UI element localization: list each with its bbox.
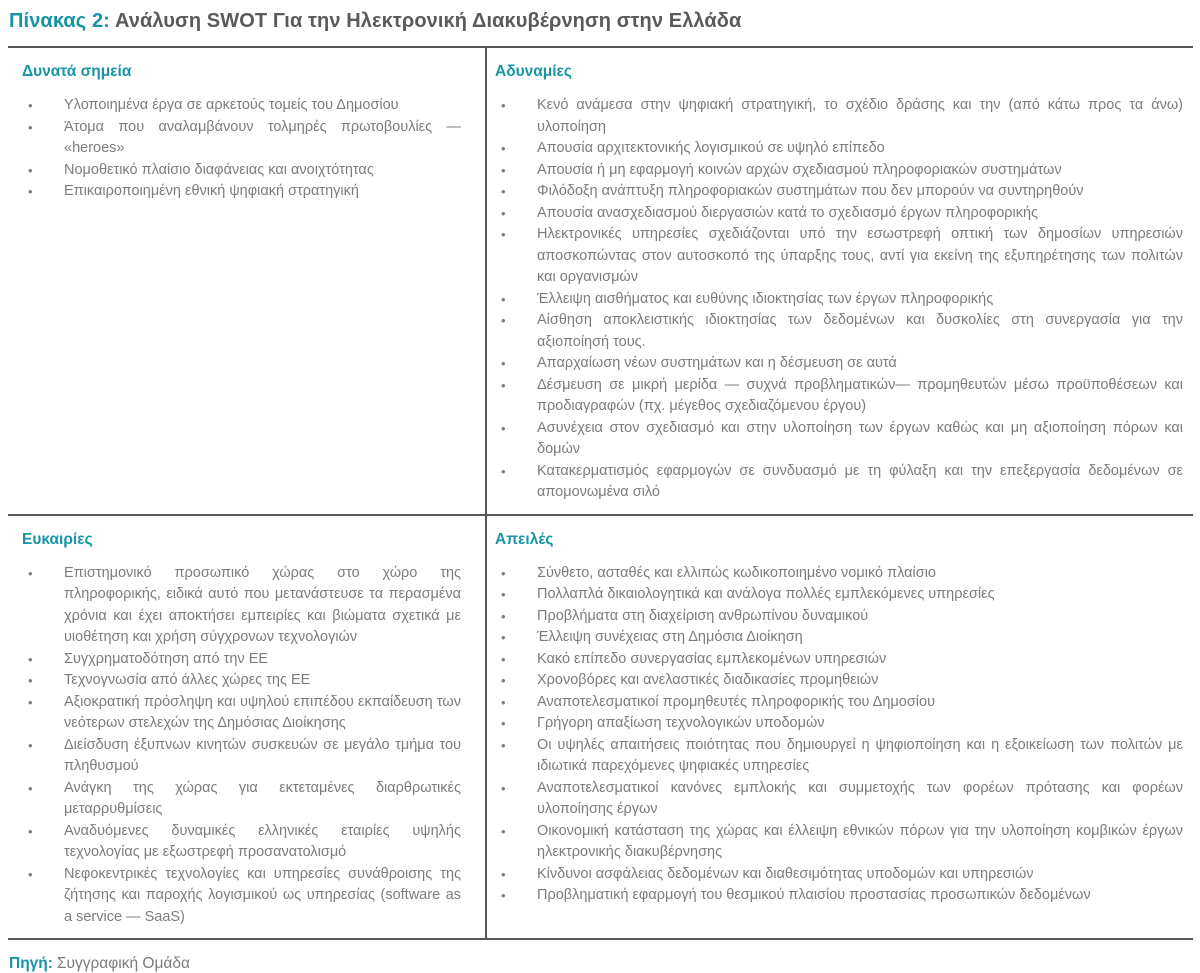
list-item-text: Υλοποιημένα έργα σε αρκετούς τομείς του Δημοσίου xyxy=(64,97,399,113)
list-item-text: Αναποτελεσματικοί κανόνες εμπλοκής και συμμετοχής των φορέων πρότασης και φορέων υλοποίησης έργων xyxy=(537,779,1183,817)
list-item xyxy=(495,584,1183,606)
list-item-text: Επιστημονικό προσωπικό χώρας στο χώρο της πληροφορικής, ειδικά αυτό που μετανάστευσε τα περασμένα χρόνια και έχει αποκτήσει εμπειρίες και βιώματα σχετικά με υιοθέτηση και χρήση σύγχρονων τεχνολογιών xyxy=(64,564,461,645)
list-item xyxy=(22,563,461,649)
quadrant-strengths xyxy=(8,48,487,516)
source-label: Πηγή: xyxy=(9,955,53,972)
list-item-text: Ασυνέχεια στον σχεδιασμό και στην υλοποίηση των έργων καθώς και μη αξιοποίηση πόρων και δομών xyxy=(537,419,1183,457)
list-item-text: Φιλόδοξη ανάπτυξη πληροφοριακών συστημάτων που δεν μπορούν να συντηρηθούν xyxy=(537,183,1084,199)
list-item xyxy=(495,627,1183,649)
list-item-text: Νομοθετικό πλαίσιο διαφάνειας και ανοιχτότητας xyxy=(64,161,374,178)
bullet-icon xyxy=(501,418,506,440)
list-item-text: Διείσδυση έξυπνων κινητών συσκευών σε μεγάλο τμήμα του πληθυσμού xyxy=(64,736,461,774)
bullet-icon xyxy=(501,670,506,692)
bullet-icon xyxy=(501,310,506,332)
bullet-icon xyxy=(28,864,33,886)
list-item xyxy=(495,563,1183,585)
list-item-text: Προβλήματα στη διαχείριση ανθρωπίνου δυναμικού xyxy=(537,607,869,624)
list-item xyxy=(495,181,1183,203)
list-item xyxy=(495,713,1183,735)
list-item-text: Απουσία αρχιτεκτονικής λογισμικού σε υψηλό επίπεδο xyxy=(537,140,885,156)
list-item xyxy=(495,461,1183,504)
list-item xyxy=(495,885,1183,907)
list-item xyxy=(495,289,1183,311)
list-item-text: Γρήγορη απαξίωση τεχνολογικών υποδομών xyxy=(537,715,825,731)
bullet-icon xyxy=(501,627,506,649)
weaknesses-heading: Αδυναμίες xyxy=(495,63,572,80)
list-item xyxy=(495,606,1183,628)
bullet-icon xyxy=(28,95,33,117)
list-item xyxy=(22,649,461,671)
bullet-icon xyxy=(28,821,33,843)
bullet-icon xyxy=(501,160,506,182)
opportunities-list xyxy=(22,563,461,929)
list-item-text: Άτομα που αναλαμβάνουν τολμηρές πρωτοβουλίες — «heroes» xyxy=(64,118,461,156)
list-item-text: Πολλαπλά δικαιολογητικά και ανάλογα πολλές εμπλεκόμενες υπηρεσίες xyxy=(537,586,995,602)
bullet-icon xyxy=(28,117,33,139)
bullet-icon xyxy=(28,181,33,203)
source-text: Συγγραφική Ομάδα xyxy=(56,955,190,972)
list-item xyxy=(495,821,1183,864)
list-item-text: Κενό ανάμεσα στην ψηφιακή στρατηγική, το σχέδιο δράσης και την (από κάτω προς τα άνω) υλοποίηση xyxy=(537,97,1183,135)
list-item xyxy=(495,864,1183,886)
strengths-heading: Δυνατά σημεία xyxy=(22,63,132,80)
list-item xyxy=(495,138,1183,160)
list-item-text: Απουσία ή μη εφαρμογή κοινών αρχών σχεδιασμού πληροφοριακών συστημάτων xyxy=(537,161,1062,178)
bullet-icon xyxy=(501,885,506,907)
bullet-icon xyxy=(28,649,33,671)
list-item xyxy=(495,649,1183,671)
strengths-list xyxy=(22,95,461,203)
bullet-icon xyxy=(501,735,506,757)
list-item-text: Ηλεκτρονικές υπηρεσίες σχεδιάζονται υπό την εσωστρεφή οπτική των δημοσίων υπηρεσιών αποσκοπώντας στον αυτοσκοπό της ύπαρξης τους, αντί για εκείνη της εξυπηρέτησης των πολιτών και οργανισμών xyxy=(537,226,1183,285)
list-item-text: Τεχνογνωσία από άλλες χώρες της ΕΕ xyxy=(64,672,311,688)
list-item xyxy=(495,353,1183,375)
list-item-text: Έλλειψη αισθήματος και ευθύνης ιδιοκτησίας των έργων πληροφορικής xyxy=(537,290,994,307)
list-item xyxy=(495,95,1183,138)
list-item xyxy=(22,735,461,778)
bullet-icon xyxy=(501,181,506,203)
list-item-text: Ανάγκη της χώρας για εκτεταμένες διαρθρωτικές μεταρρυθμίσεις xyxy=(64,779,461,817)
list-item-text: Έλλειψη συνέχειας στη Δημόσια Διοίκηση xyxy=(537,629,803,645)
list-item-text: Απαρχαίωση νέων συστημάτων και η δέσμευση σε αυτά xyxy=(537,355,897,371)
bullet-icon xyxy=(501,289,506,311)
list-item-text: Αξιοκρατική πρόσληψη και υψηλού επιπέδου εκπαίδευση των νεότερων στελεχών της Δημόσιας Διοίκησης xyxy=(64,693,461,731)
bullet-icon xyxy=(501,821,506,843)
list-item-text: Κατακερματισμός εφαρμογών σε συνδυασμό με τη φύλαξη και την επεξεργασία δεδομένων σε απομονωμένα σιλό xyxy=(537,462,1183,500)
list-item-text: Αναποτελεσματικοί προμηθευτές πληροφορικής του Δημοσίου xyxy=(537,693,936,710)
quadrant-weaknesses xyxy=(487,48,1193,516)
table-number-label: Πίνακας 2: xyxy=(9,10,110,32)
list-item xyxy=(495,670,1183,692)
list-item xyxy=(495,224,1183,289)
list-item-text: Σύνθετο, ασταθές και ελλιπώς κωδικοποιημένο νομικό πλαίσιο xyxy=(537,564,936,581)
list-item xyxy=(495,160,1183,182)
quadrant-threats xyxy=(487,516,1193,939)
list-item-text: Κακό επίπεδο συνεργασίας εμπλεκομένων υπηρεσιών xyxy=(537,650,887,667)
list-item-text: Αίσθηση αποκλειστικής ιδιοκτησίας των δεδομένων και δυσκολίες στη συνεργασία για την αξιοποίησή τους. xyxy=(537,312,1183,350)
list-item xyxy=(22,864,461,929)
list-item-text: Αναδυόμενες δυναμικές ελληνικές εταιρίες υψηλής τεχνολογίας με εξωστρεφή προσανατολισμό xyxy=(64,822,461,860)
list-item-text: Προβληματική εφαρμογή του θεσμικού πλαισίου προστασίας προσωπικών δεδομένων xyxy=(537,887,1091,903)
list-item xyxy=(495,375,1183,418)
bullet-icon xyxy=(501,778,506,800)
list-item-text: Οικονομική κατάσταση της χώρας και έλλειψη εθνικών πόρων για την υλοποίηση κομβικών έργων ηλεκτρονικής διακυβέρνησης xyxy=(537,822,1183,860)
list-item xyxy=(22,95,461,117)
bullet-icon xyxy=(501,563,506,585)
bullet-icon xyxy=(501,692,506,714)
bullet-icon xyxy=(501,95,506,117)
bullet-icon xyxy=(28,692,33,714)
list-item-text: Χρονοβόρες και ανελαστικές διαδικασίες προμηθειών xyxy=(537,672,879,688)
bullet-icon xyxy=(501,649,506,671)
list-item xyxy=(22,670,461,692)
bullet-icon xyxy=(501,138,506,160)
bullet-icon xyxy=(28,778,33,800)
bullet-icon xyxy=(501,606,506,628)
quadrant-opportunities xyxy=(8,516,487,939)
table-title-text: Ανάλυση SWOT Για την Ηλεκτρονική Διακυβέρνηση στην Ελλάδα xyxy=(114,10,742,32)
list-item-text: Οι υψηλές απαιτήσεις ποιότητας που δημιουργεί η ψηφιοποίηση και η εξοικείωση των πολιτών με ιδιωτικά παρεχόμενες ψηφιακές υπηρεσίες xyxy=(537,736,1183,774)
opportunities-heading: Ευκαιρίες xyxy=(22,530,93,548)
list-item xyxy=(495,310,1183,353)
bullet-icon xyxy=(28,563,33,585)
bullet-icon xyxy=(501,461,506,483)
page-title xyxy=(9,10,1193,33)
list-item xyxy=(495,418,1183,461)
list-item-text: Νεφοκεντρικές τεχνολογίες και υπηρεσίες συνάθροισης της ζήτησης και παροχής λογισμικού ως υπηρεσίας (software as a service — SaaS) xyxy=(64,865,461,925)
source-line xyxy=(9,955,1193,973)
list-item xyxy=(495,692,1183,714)
list-item xyxy=(495,778,1183,821)
bullet-icon xyxy=(28,160,33,182)
bullet-icon xyxy=(501,353,506,375)
bullet-icon xyxy=(501,224,506,246)
list-item-text: Συγχρηματοδότηση από την ΕΕ xyxy=(64,650,269,667)
list-item xyxy=(22,692,461,735)
list-item-text: Επικαιροποιημένη εθνική ψηφιακή στρατηγική xyxy=(64,183,359,199)
bullet-icon xyxy=(501,584,506,606)
bullet-icon xyxy=(28,670,33,692)
list-item xyxy=(22,117,461,160)
list-item xyxy=(495,735,1183,778)
threats-list xyxy=(495,563,1183,907)
list-item xyxy=(495,203,1183,225)
bullet-icon xyxy=(28,735,33,757)
threats-heading: Απειλές xyxy=(495,530,554,548)
bullet-icon xyxy=(501,713,506,735)
list-item xyxy=(22,181,461,203)
list-item-text: Κίνδυνοι ασφάλειας δεδομένων και διαθεσιμότητας υποδομών και υπηρεσιών xyxy=(537,865,1034,882)
swot-table xyxy=(8,46,1193,940)
weaknesses-list xyxy=(495,95,1183,504)
list-item xyxy=(22,821,461,864)
bullet-icon xyxy=(501,203,506,225)
bullet-icon xyxy=(501,375,506,397)
list-item-text: Δέσμευση σε μικρή μερίδα — συχνά προβληματικών— προμηθευτών μέσω προϋποθέσεων και προδιαγραφών (πχ. μέγεθος σχεδιαζόμενου έργου) xyxy=(537,376,1183,414)
list-item xyxy=(22,778,461,821)
list-item-text: Απουσία ανασχεδιασμού διεργασιών κατά το σχεδιασμό έργων πληροφορικής xyxy=(537,204,1039,221)
list-item xyxy=(22,160,461,182)
bullet-icon xyxy=(501,864,506,886)
